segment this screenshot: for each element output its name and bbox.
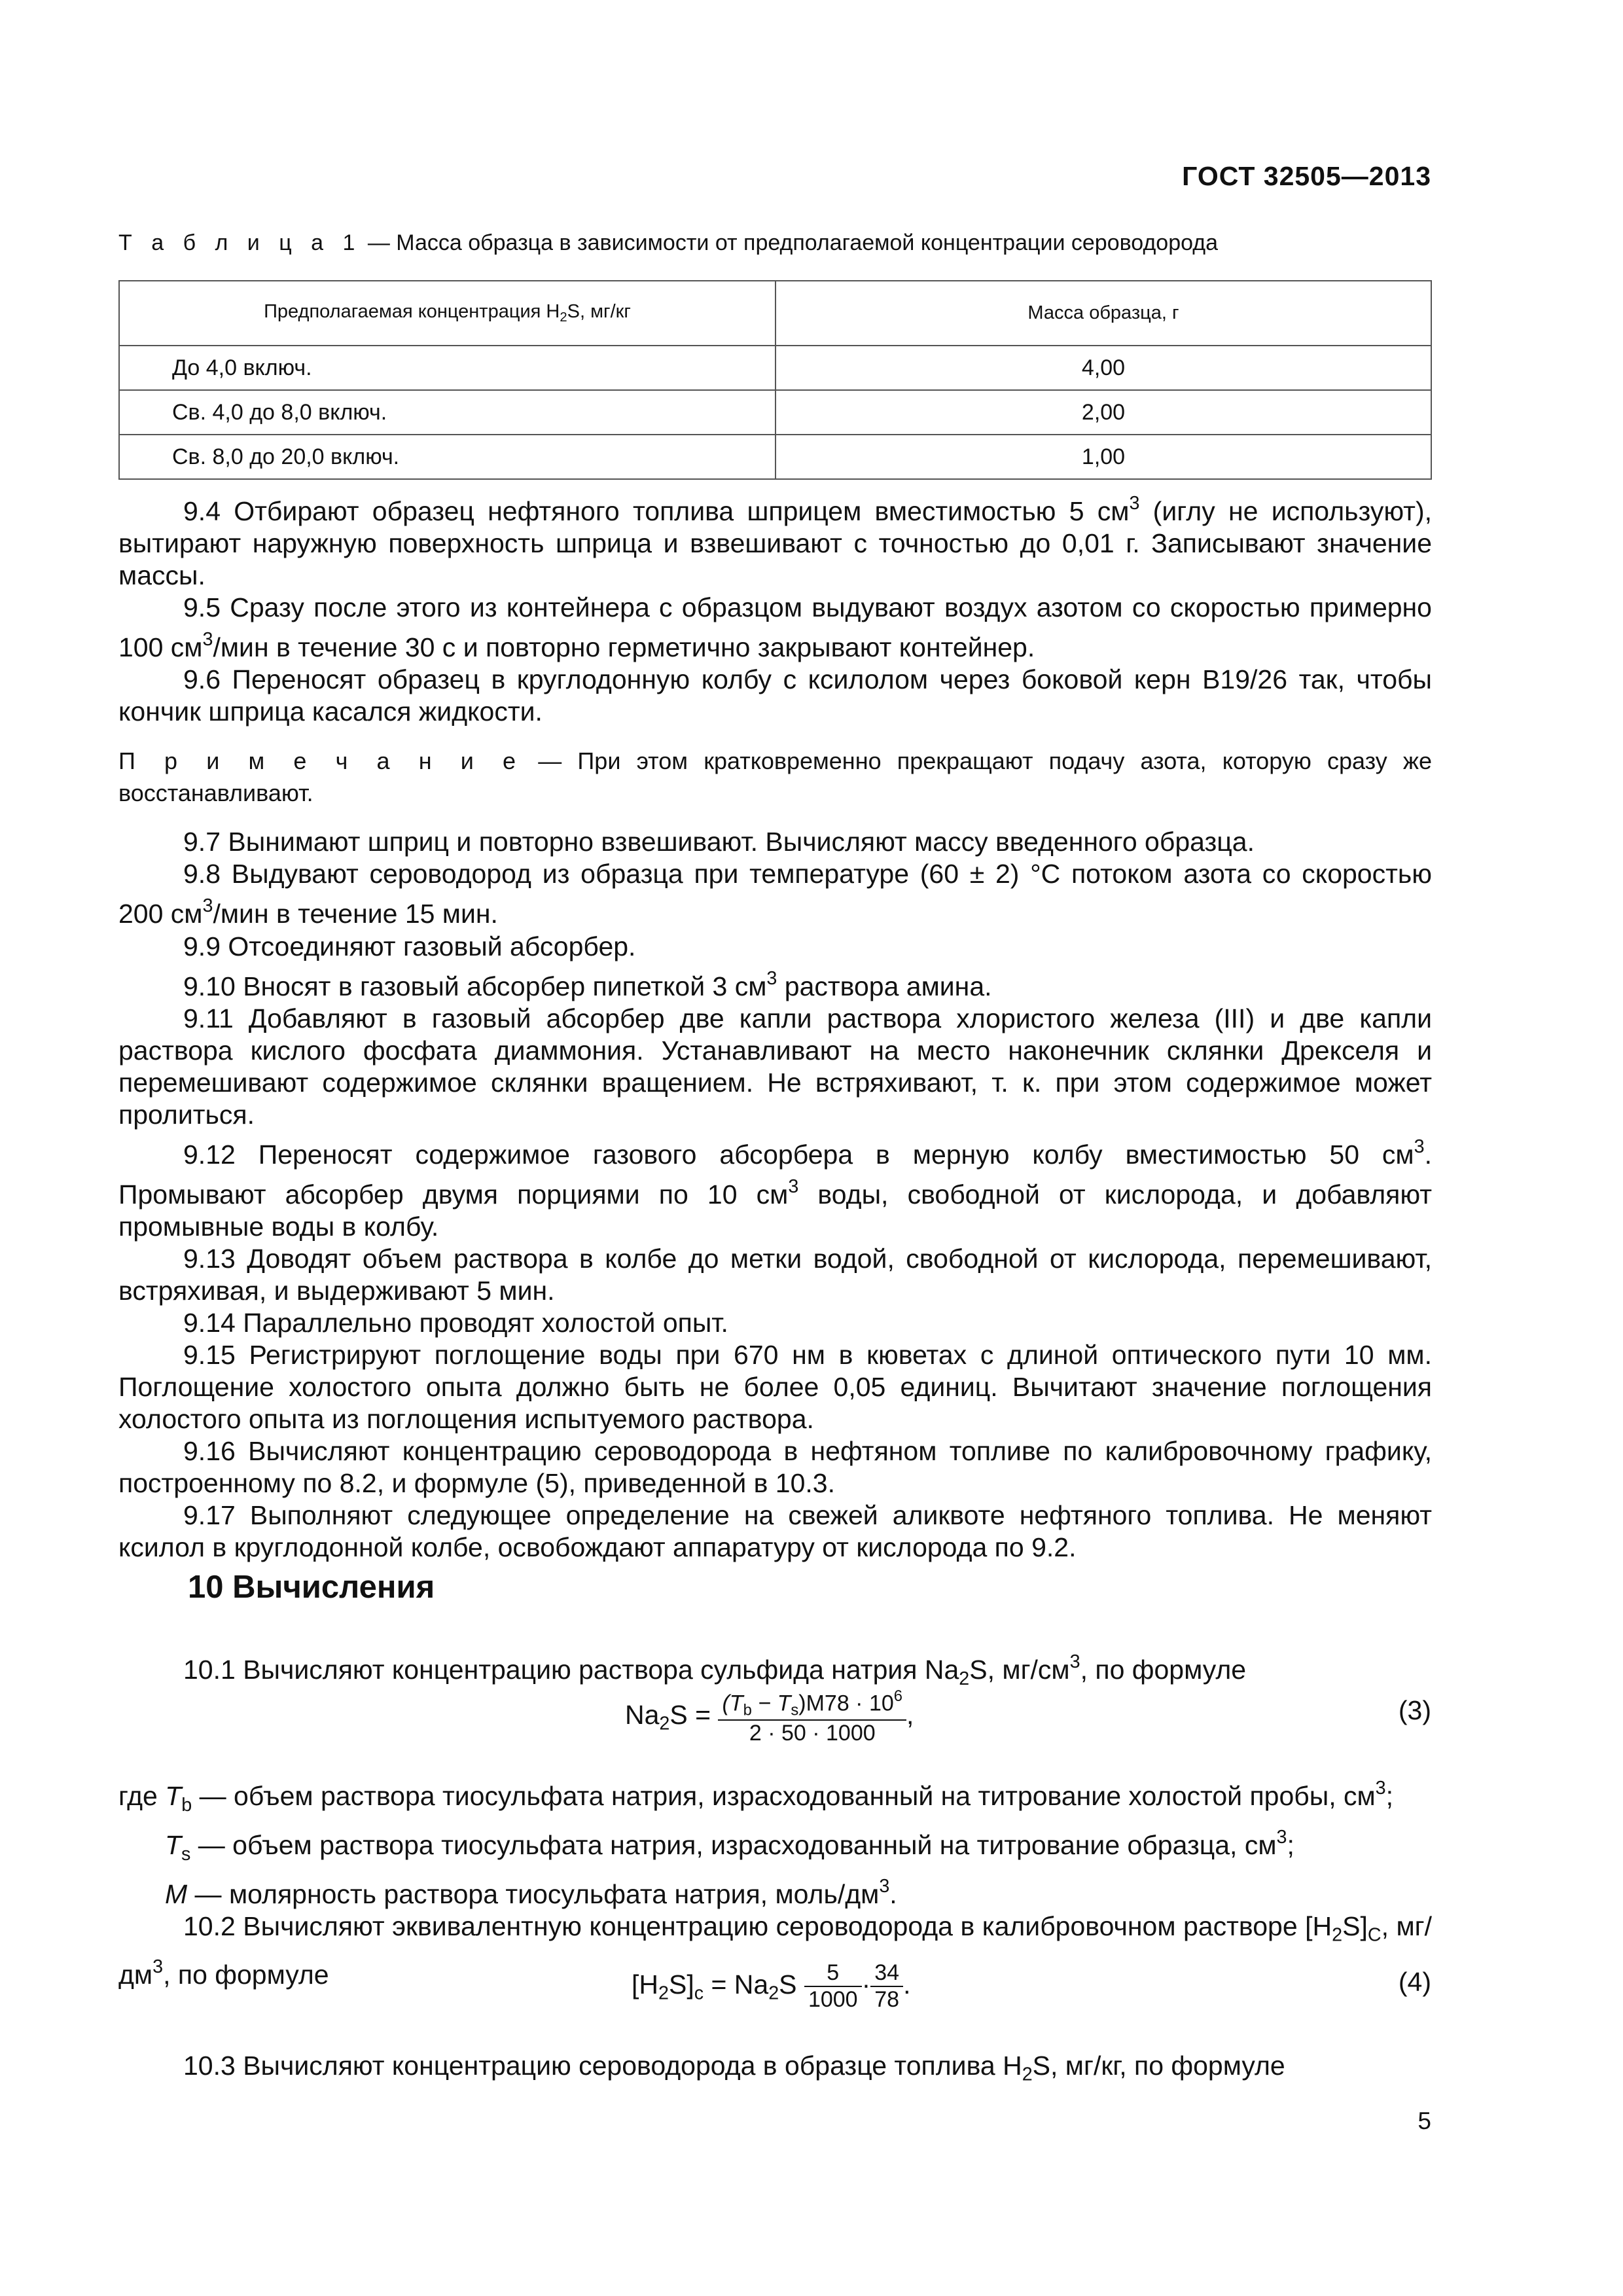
formula-3-number: (3) <box>1398 1695 1431 1725</box>
para-9-7: 9.7 Вынимают шприц и повторно взвешивают. Вычисляют массу введенного образца. <box>183 827 1255 857</box>
para-9-6: 9.6 Переносят образец в круглодонную колбу с ксилолом через боковой керн B19/26 так, чтобы кончик шприца касался жидкости. <box>118 664 1432 727</box>
para-9-15: 9.15 Регистрируют поглощение воды при 670 нм в кюветах с длиной оптического пути 10 мм. Поглощение холостого опыта должно быть не более 0,05 единиц. Вычитают значение поглощения холостого опыта из поглощения испытуемого раствора. <box>118 1340 1432 1435</box>
section-10-title: 10 Вычисления <box>188 1570 435 1605</box>
para-9-12: 9.12 Переносят содержимое газового абсорбера в мерную колбу вместимостью 50 $см^3$. Промывают абсорбер двумя порциями по 10 $см^3$ воды, свободной от кислорода, и добавляют промывные воды в колбу. <box>118 1136 1432 1242</box>
document-header: ГОСТ 32505—2013 <box>1182 161 1431 191</box>
formula-4-number: (4) <box>1398 1967 1431 1997</box>
para-10-2: 10.2 Вычисляют эквивалентную концентрацию сероводорода в калибровочном растворе $[H_2S]_C$, $мг/дм^3$, по формуле <box>118 1910 1432 1990</box>
para-9-10: 9.10 Вносят в газовый абсорбер пипеткой 3 $см^3$ раствора амина. <box>183 967 992 1001</box>
table-row <box>119 435 1431 479</box>
para-9-9: 9.9 Отсоединяют газовый абсорбер. <box>183 931 636 961</box>
cell-concentration: До 4,0 включ. <box>119 346 776 390</box>
table-caption-text: — Масса образца в зависимости от предполагаемой концентрации сероводорода <box>361 230 1219 255</box>
col-header-mass: Масса образца, г <box>776 281 1431 346</box>
para-9-16: 9.16 Вычисляют концентрацию сероводорода в нефтяном топливе по калибровочному графику, построенному по 8.2, и формуле (5), приведенной в 10.3. <box>118 1436 1432 1499</box>
formula-3: $Na_2S$ = $\frac{(T_b - T_s)M78 \cdot 10^6}{2 \cdot 50 \cdot 1000}$ , <box>625 1687 914 1746</box>
cell-concentration: Св. 8,0 до 20,0 включ. <box>119 435 776 479</box>
table-row <box>119 390 1431 435</box>
mass-table <box>118 280 1432 480</box>
where-block: где $T_b$ — объем раствора тиосульфата натрия, израсходованный на титрование холостой пробы, $см^3$; $T_s$ — объем раствора тиосульфата натрия, израсходованный на титрование образца, $см^3$; M — молярность раствора тиосульфата натрия, моль/$дм^3$. 10.2 Вычисляют эквивалентную концентрацию сероводорода в калибровочном растворе $[H_2S]_C$, $мг/дм^3$, по формуле <box>118 1778 1432 1990</box>
para-9-17: 9.17 Выполняют следующее определение на свежей аликвоте нефтяного топлива. Не меняют ксилол в круглодонной колбе, освобождают аппаратуру от кислорода по 9.2. <box>118 1500 1432 1563</box>
table-caption-label: Т а б л и ц а 1 <box>118 230 362 255</box>
para-9-13: 9.13 Доводят объем раствора в колбе до метки водой, свободной от кислорода, перемешивают, встряхивая, и выдерживают 5 мин. <box>118 1244 1432 1306</box>
para-10-1: 10.1 Вычисляют концентрацию раствора сульфида натрия $Na_2S$, $мг/см^3$, по формуле <box>183 1651 1247 1689</box>
para-9-14: 9.14 Параллельно проводят холостой опыт. <box>183 1308 728 1338</box>
para-9-11: 9.11 Добавляют в газовый абсорбер две капли раствора хлористого железа (III) и две капли раствора кислого фосфата диаммония. Устанавливают на место наконечник склянки Дрекселя и перемешивают содержимое склянки вращением. Не встряхивают, т. к. при этом содержимое может пролиться. <box>118 1003 1432 1130</box>
col-header-concentration: Предполагаемая концентрация $H_2S$, мг/кг <box>119 281 776 346</box>
table-header-row <box>119 281 1431 346</box>
cell-mass: 4,00 <box>776 346 1431 390</box>
note: П р и м е ч а н и е — При этом кратковременно прекращают подачу азота, которую сразу же восстанавливают. <box>118 747 1432 807</box>
procedure-block <box>118 488 1432 1564</box>
para-9-4: 9.4 Отбирают образец нефтяного топлива шприцем вместимостью 5 $см^3$ (иглу не используют), вытирают наружную поверхность шприца и взвешивают с точностью до 0,01 г. Записывают значение массы. <box>118 493 1432 591</box>
table-row <box>119 346 1431 390</box>
cell-mass: 2,00 <box>776 390 1431 435</box>
para-9-5: 9.5 Сразу после этого из контейнера с образцом выдувают воздух азотом со скоростью примерно 100 $см^3$/мин в течение 30 с и повторно герметично закрывают контейнер. <box>118 592 1432 663</box>
formula-4: $[H_2S]_c = Na_2S$ $\frac{5}{1000}$ · $\frac{34}{78}$ . <box>632 1960 911 2012</box>
cell-mass: 1,00 <box>776 435 1431 479</box>
page-number: 5 <box>1418 2108 1431 2134</box>
table-caption <box>118 230 1218 256</box>
para-10-3: 10.3 Вычисляют концентрацию сероводорода в образце топлива $H_2S$, мг/кг, по формуле <box>183 2051 1285 2085</box>
para-9-8: 9.8 Выдувают сероводород из образца при температуре (60 ± 2) °С потоком азота со скоростью 200 $см^3$/мин в течение 15 мин. <box>118 859 1432 929</box>
cell-concentration: Св. 4,0 до 8,0 включ. <box>119 390 776 435</box>
